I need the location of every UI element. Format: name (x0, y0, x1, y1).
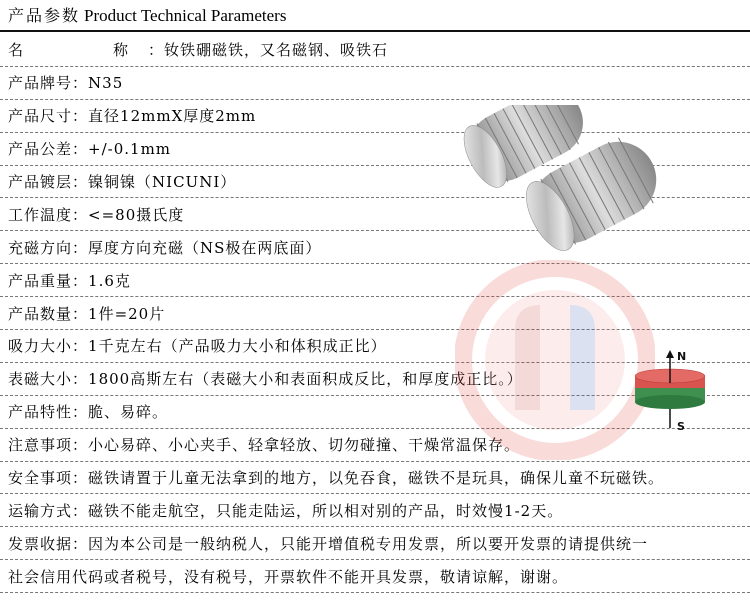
param-label: 表磁大小 (8, 370, 73, 389)
param-row-invoice-continued (0, 560, 750, 593)
param-sep: ： (72, 107, 89, 126)
param-value: 小心易碎、小心夹手、轻拿轻放、切勿碰撞、干燥常温保存。 (88, 436, 521, 455)
param-value: 1千克左右（产品吸力大小和体积成正比） (88, 337, 387, 356)
param-sep: ： (148, 41, 165, 60)
param-sep: ： (72, 370, 89, 389)
param-row-grade (0, 67, 750, 100)
param-value: 镍铜镍（NICUNI） (88, 173, 237, 191)
param-row-shipping (0, 494, 750, 527)
param-value: 因为本公司是一般纳税人，只能开增值税专用发票，所以要开发票的请提供统一 (88, 534, 649, 553)
param-value: <=80摄氏度 (88, 205, 185, 224)
param-label: 产品重量 (8, 271, 73, 290)
param-sep: ： (72, 271, 89, 290)
param-label: 产品牌号 (8, 74, 73, 93)
param-value: +/-0.1mm (88, 139, 172, 158)
param-label: 产品数量 (8, 304, 73, 323)
param-value: 脆、易碎。 (88, 403, 169, 422)
magnet-stack-image (455, 105, 695, 285)
param-label: 产品特性 (8, 403, 73, 422)
param-sep: ： (72, 501, 89, 520)
param-sep: ： (72, 534, 89, 553)
param-row-safety (0, 462, 750, 495)
param-label: 充磁方向 (8, 238, 73, 257)
header-title-en: Product Technical Parameters (84, 6, 287, 25)
param-sep: ： (72, 140, 89, 159)
param-sep: ： (72, 304, 89, 323)
param-label: 吸力大小 (8, 337, 73, 356)
param-value: 磁铁不能走航空，只能走陆运，所以相对别的产品，时效慢1-2天。 (88, 501, 564, 520)
param-value: 1.6克 (88, 271, 131, 290)
param-value: 1800高斯左右（表磁大小和表面积成反比，和厚度成正比。） (88, 370, 523, 389)
param-label: 安全事项 (8, 469, 73, 488)
param-value: 1件=20片 (88, 304, 166, 323)
param-value: N35 (88, 73, 124, 92)
param-value: 磁铁请置于儿童无法拿到的地方，以免吞食，磁铁不是玩具，确保儿童不玩磁铁。 (88, 469, 665, 488)
page-header (0, 0, 750, 32)
param-sep: ： (72, 337, 89, 356)
param-label: 运输方式 (8, 501, 73, 520)
param-label: 注意事项 (8, 436, 73, 455)
param-label: 工作温度 (8, 205, 73, 224)
param-value: 直径12mmX厚度2mm (88, 107, 257, 126)
param-label: 产品公差 (8, 140, 73, 159)
param-sep: ： (72, 403, 89, 422)
param-label: 发票收据 (8, 534, 73, 553)
param-sep: ： (72, 74, 89, 93)
param-label: 产品尺寸 (8, 107, 73, 126)
south-pole-label: S (677, 420, 685, 433)
param-sep: ： (72, 436, 89, 455)
brand-watermark (455, 260, 655, 460)
magnet-bottom-face (635, 395, 705, 409)
pole-direction-diagram (630, 348, 710, 438)
param-sep: ： (72, 173, 89, 191)
north-pole-label: N (677, 350, 687, 363)
param-sep: ： (72, 238, 89, 257)
param-label: 名 称 (8, 41, 149, 60)
arrow-up-icon (666, 350, 674, 358)
param-row-name (0, 34, 750, 67)
param-value-continued: 社会信用代码或者税号，没有税号，开票软件不能开具发票，敬请谅解，谢谢。 (8, 567, 569, 586)
header-title-cn: 产品参数 (8, 6, 81, 25)
param-row-invoice (0, 527, 750, 560)
param-value: 厚度方向充磁（NS极在两底面） (88, 238, 322, 257)
param-sep: ： (72, 469, 89, 488)
param-sep: ： (72, 205, 89, 224)
param-value: 钕铁硼磁铁，又名磁钢、吸铁石 (164, 41, 389, 60)
param-label: 产品镀层 (8, 173, 73, 191)
